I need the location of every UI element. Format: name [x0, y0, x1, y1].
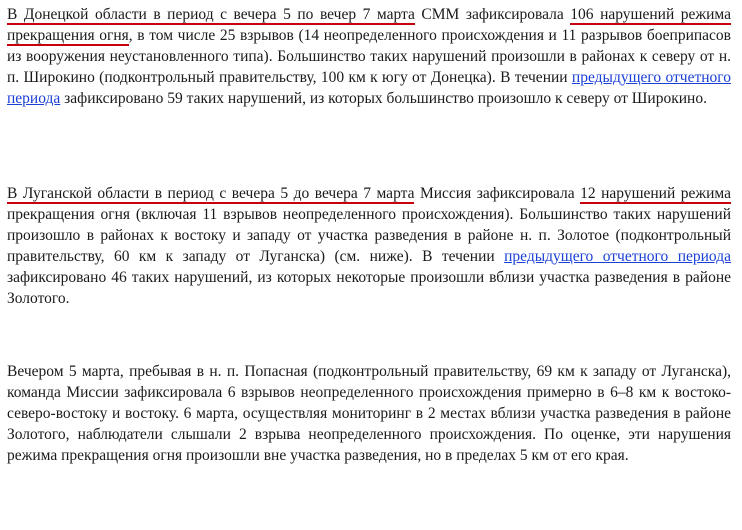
popasna-text: Вечером 5 марта, пребывая в н. п. Попасная (подконтрольный правительству, 69 км к западу от Луганска), команда Миссии зафиксировала 6 взрывов неопределенного происхождения примерно в 6–8 км к востоко-северо-востоку и востоку. 6 марта, осуществляя мониторинг в 2 местах вблизи участка разведения в районе Золотого, наблюдатели слышали 2 взрыва неопределенного происхождения. По оценке, эти нарушения режима прекращения огня произошли вне участка разведения, но в пределах 5 км от его края. [7, 363, 731, 464]
donetsk-previous-period-link[interactable]: предыдущего отчетного периода [7, 69, 731, 107]
donetsk-text-a: СММ зафиксировала [414, 6, 571, 23]
luhansk-previous-period-link[interactable]: предыдущего отчетного периода [504, 248, 731, 265]
luhansk-violations-lead: 12 нарушений режима [580, 185, 731, 202]
donetsk-text-b: , в том числе 25 взрывов (14 неопределенного происхождения и 11 разрывов боеприпасов из вооружения неустановленного типа). Большинство таких нарушений произошли в районах к северу от н. п. Широкино (подконтрольный правительству, 100 км к югу от Донецка). В течении [7, 27, 731, 86]
paragraph-donetsk [7, 4, 731, 109]
donetsk-period-lead: В Донецкой области в период с вечера 5 по вечер 7 марта [7, 6, 415, 23]
donetsk-violations-lead: 106 нарушений режима прекращения огня [7, 6, 731, 44]
donetsk-text-c: зафиксировано 59 таких нарушений, из которых большинство произошло к северу от Широкино. [60, 90, 707, 107]
paragraph-popasna [7, 361, 731, 466]
luhansk-text-a: Миссия зафиксировала [414, 185, 581, 202]
paragraph-luhansk [7, 183, 731, 309]
luhansk-text-b: прекращения огня (включая 11 взрывов неопределенного происхождения). Большинство таких нарушений произошло в районах к востоку и западу от участка разведения в районе н. п. Золотое (подконтрольный правительству, 60 км к западу от Луганска) (см. ниже). В течении [7, 206, 731, 265]
luhansk-period-lead: В Луганской области в период с вечера 5 до вечера 7 марта [7, 185, 415, 202]
luhansk-text-c: зафиксировано 46 таких нарушений, из которых некоторые произошли вблизи участка разведения в районе Золотого. [7, 269, 731, 307]
